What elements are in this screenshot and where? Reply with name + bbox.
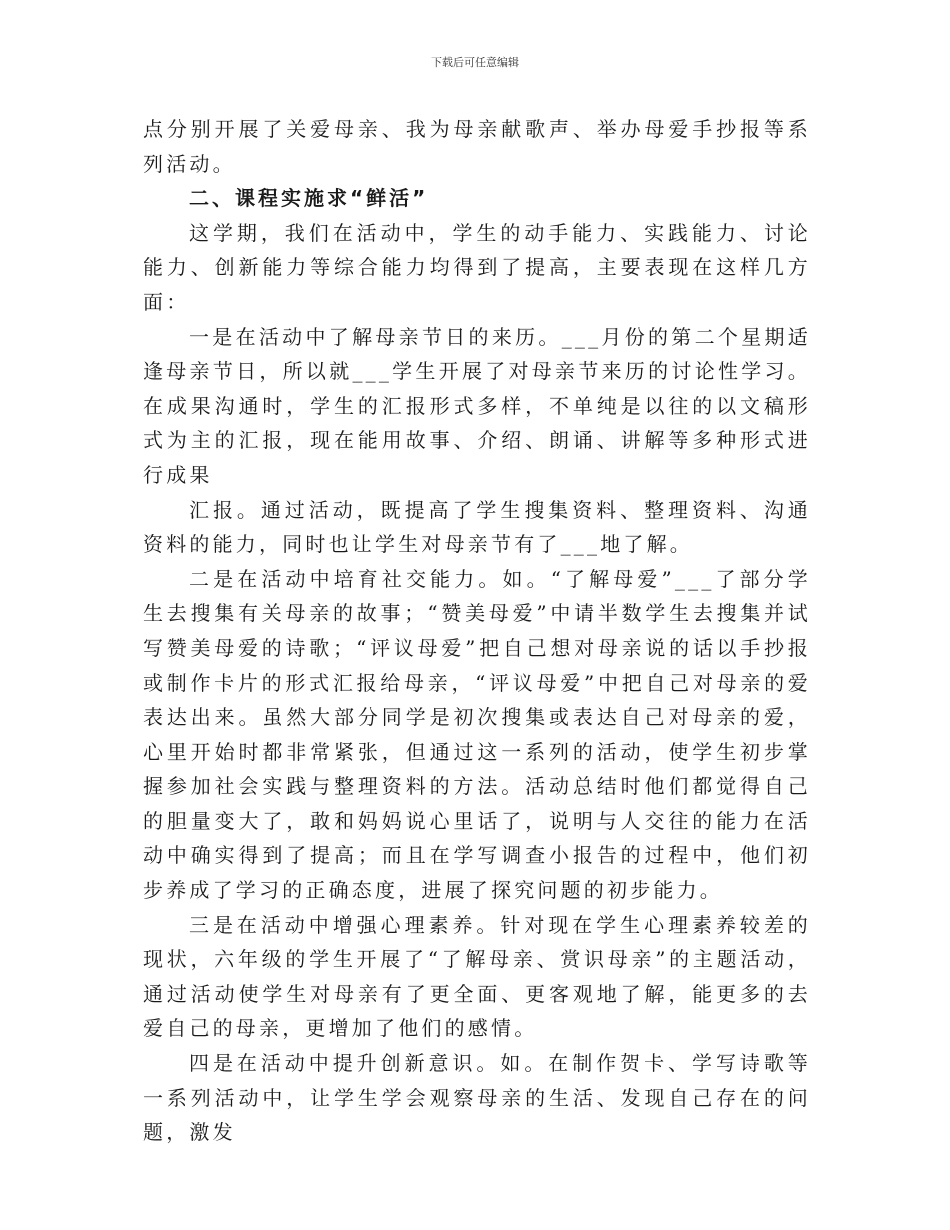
paragraph-third-point: 三是在活动中增强心理素养。针对现在学生心理素养较差的现状，六年级的学生开展了“了解母亲、赏识母亲”的主题活动，通过活动使学生对母亲有了更全面、更客观地了解，能更多的去爱自己的母亲，更增加了他们的感情。 <box>143 912 811 1041</box>
paragraph-second-point: 二是在活动中培育社交能力。如。“了解母爱”___了部分学生去搜集有关母亲的故事；“赞美母爱”中请半数学生去搜集并试写赞美母爱的诗歌；“评议母爱”把自己想对母亲说的话以手抄报或制作卡片的形式汇报给母亲，“评议母爱”中把自己对母亲的爱表达出来。虽然大部分同学是初次搜集或表达自己对母亲的爱，心里开始时都非常紧张，但通过这一系列的活动，使学生初步掌握参加社会实践与整理资料的方法。活动总结时他们都觉得自己的胆量变大了，敢和妈妈说心里话了，说明与人交往的能力在活动中确实得到了提高；而且在学写调查小报告的过程中，他们初步养成了学习的正确态度，进展了探究问题的初步能力。 <box>143 566 811 903</box>
paragraph-fourth-point: 四是在活动中提升创新意识。如。在制作贺卡、学写诗歌等一系列活动中，让学生学会观察母亲的生活、发现自己存在的问题，激发 <box>143 1051 811 1145</box>
paragraph-first-point-cont: 汇报。通过活动，既提高了学生搜集资料、整理资料、沟通资料的能力，同时也让学生对母亲节有了___地了解。 <box>143 497 811 557</box>
paragraph-intro: 这学期，我们在活动中，学生的动手能力、实践能力、讨论能力、创新能力等综合能力均得到了提高，主要表现在这样几方面： <box>143 220 811 314</box>
document-body <box>143 112 811 1150</box>
paragraph-first-point: 一是在活动中了解母亲节日的来历。___月份的第二个星期适逢母亲节日，所以就___学生开展了对母亲节来历的讨论性学习。在成果沟通时，学生的汇报形式多样，不单纯是以往的以文稿形式为主的汇报，现在能用故事、介绍、朗诵、讲解等多种形式进行成果 <box>143 324 811 487</box>
paragraph-continuation: 点分别开展了关爱母亲、我为母亲献歌声、举办母爱手抄报等系列活动。 <box>143 117 811 176</box>
page-header-note: 下载后可任意编辑 <box>431 56 519 69</box>
section-heading-2: 二、课程实施求“鲜活” <box>189 186 429 211</box>
